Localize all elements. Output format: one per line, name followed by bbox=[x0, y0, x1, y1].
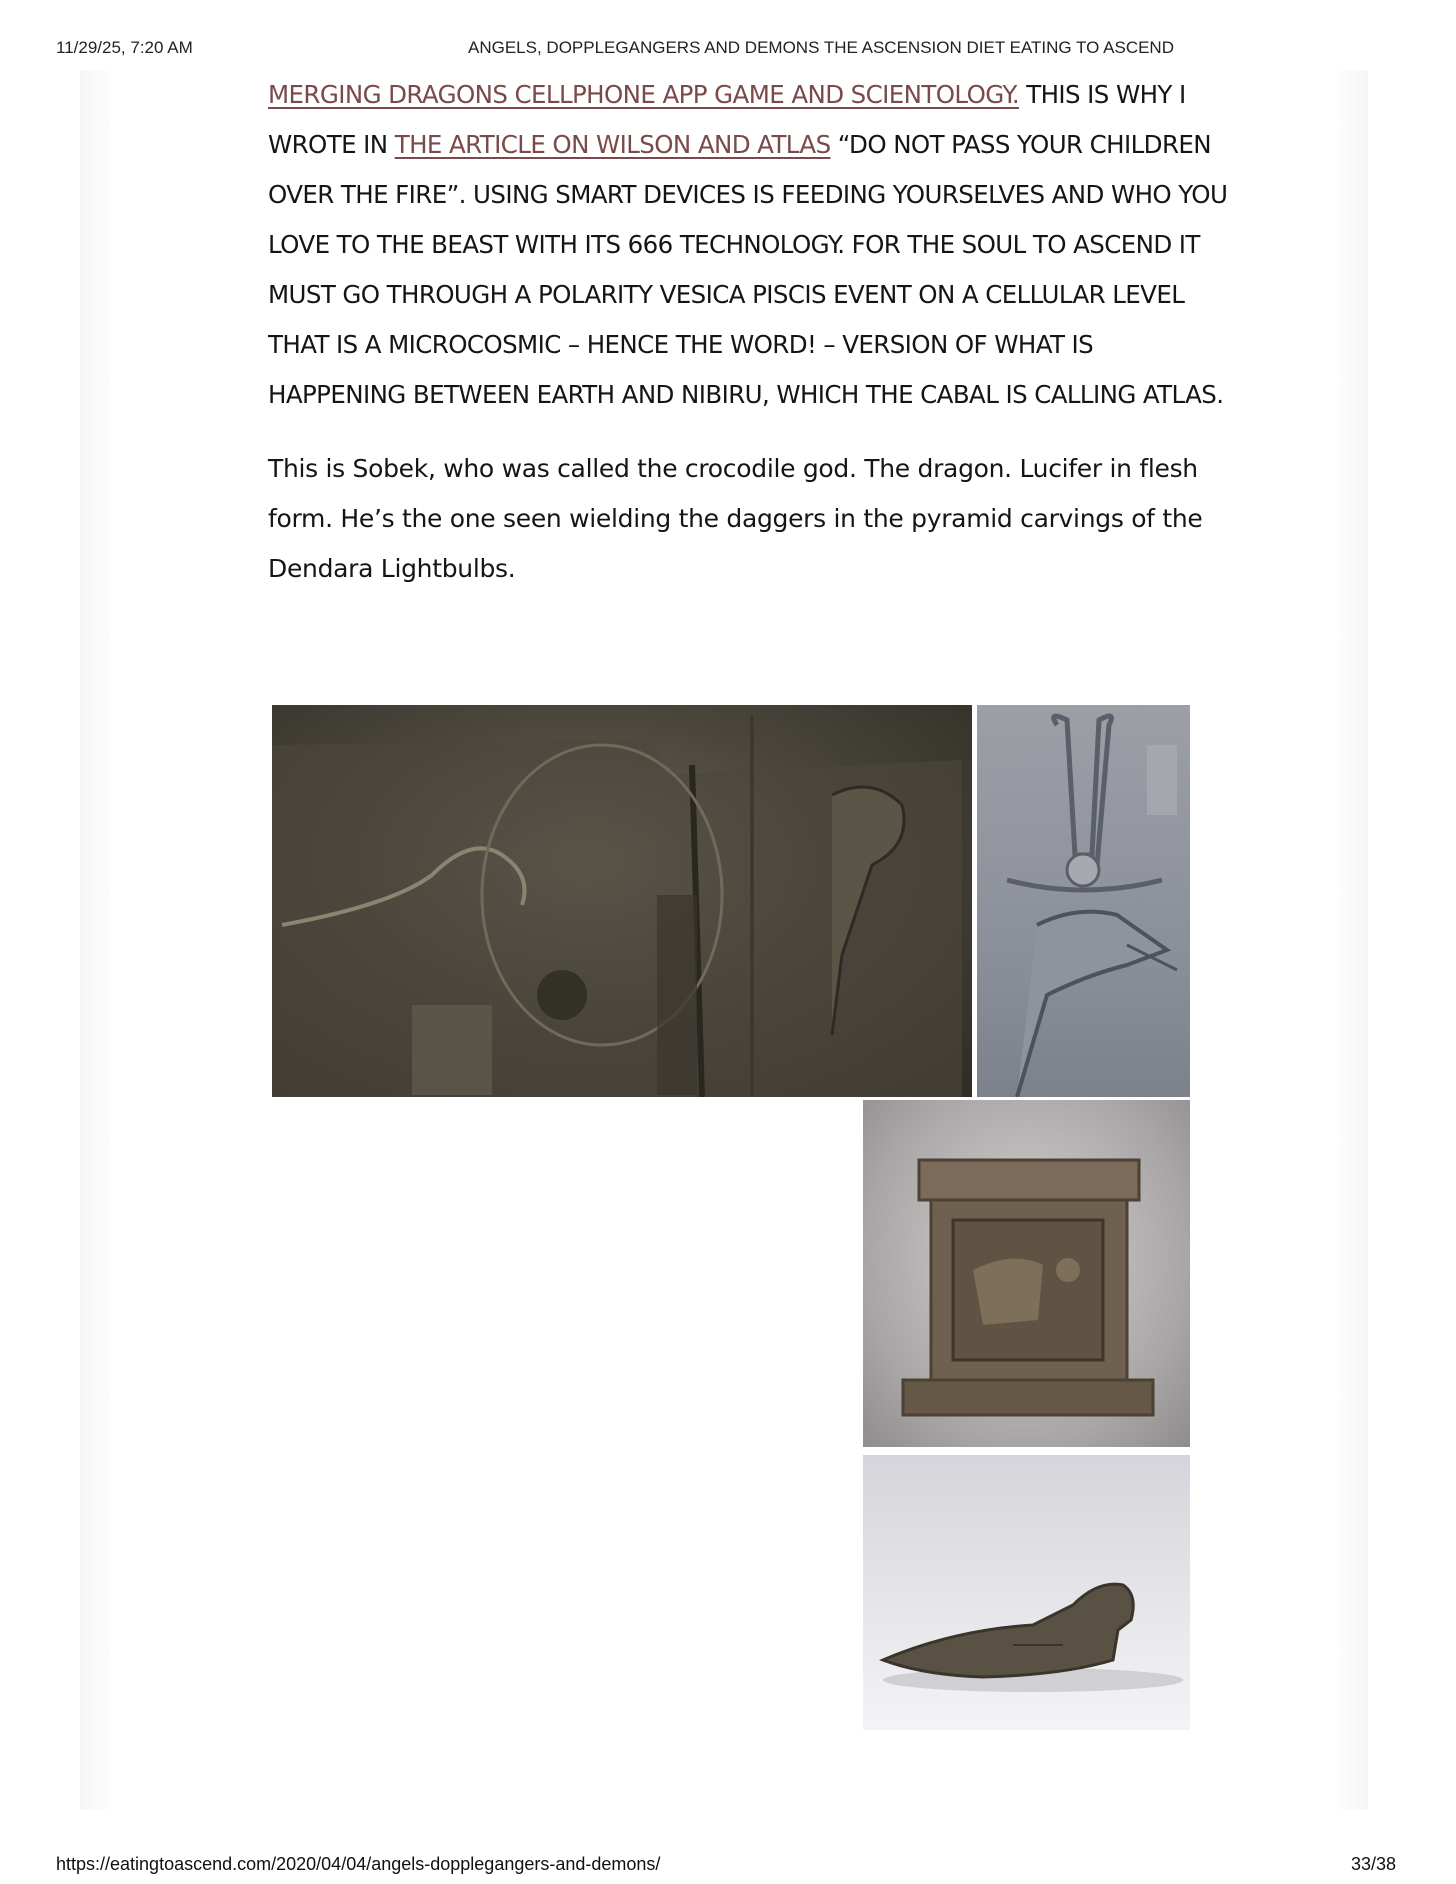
article-body bbox=[268, 70, 1228, 594]
dendera-relief-image bbox=[272, 705, 972, 1097]
caps-text-1: THIS IS WHY I WROTE IN bbox=[268, 80, 1186, 159]
merging-dragons-link[interactable]: MERGING DRAGONS CELLPHONE APP GAME AND SCIENTOLOGY. bbox=[268, 80, 1020, 109]
page-margin-left bbox=[80, 70, 110, 1810]
print-header bbox=[0, 38, 1456, 62]
page-margin-right bbox=[1338, 70, 1368, 1810]
print-page-url: https://eatingtoascend.com/2020/04/04/angels-dopplegangers-and-demons/ bbox=[56, 1854, 661, 1874]
crocodile-statue-image bbox=[863, 1455, 1190, 1730]
wilson-atlas-link[interactable]: THE ARTICLE ON WILSON AND ATLAS bbox=[394, 130, 831, 159]
wooden-shrine-image bbox=[863, 1100, 1190, 1447]
sobek-relief-image bbox=[977, 705, 1190, 1097]
print-page-title: ANGELS, DOPPLEGANGERS AND DEMONS THE ASCENSION DIET EATING TO ASCEND bbox=[468, 38, 1174, 57]
print-datetime: 11/29/25, 7:20 AM bbox=[56, 38, 193, 57]
caps-text-2: “DO NOT PASS YOUR CHILDREN OVER THE FIRE”. USING SMART DEVICES IS FEEDING YOURSELVES AND WHO YOU LOVE TO THE BEAST WITH ITS 666 TECHNOLOGY. FOR THE SOUL TO ASCEND IT MUST GO THROUGH A POLARITY VESICA PISCIS EVENT ON A CELLULAR LEVEL THAT IS A MICROCOSMIC – HENCE THE WORD! – VERSION OF WHAT IS HAPPENING BETWEEN EARTH AND NIBIRU, WHICH THE CABAL IS CALLING ATLAS. bbox=[268, 130, 1228, 409]
sobek-paragraph: This is Sobek, who was called the crocodile god. The dragon. Lucifer in flesh form. He’s the one seen wielding the daggers in the pyramid carvings of the Dendara Lightbulbs. bbox=[268, 454, 1203, 583]
caps-paragraph bbox=[268, 70, 1228, 420]
page-indicator: 33/38 bbox=[1350, 1854, 1396, 1874]
print-footer bbox=[0, 1854, 1456, 1878]
